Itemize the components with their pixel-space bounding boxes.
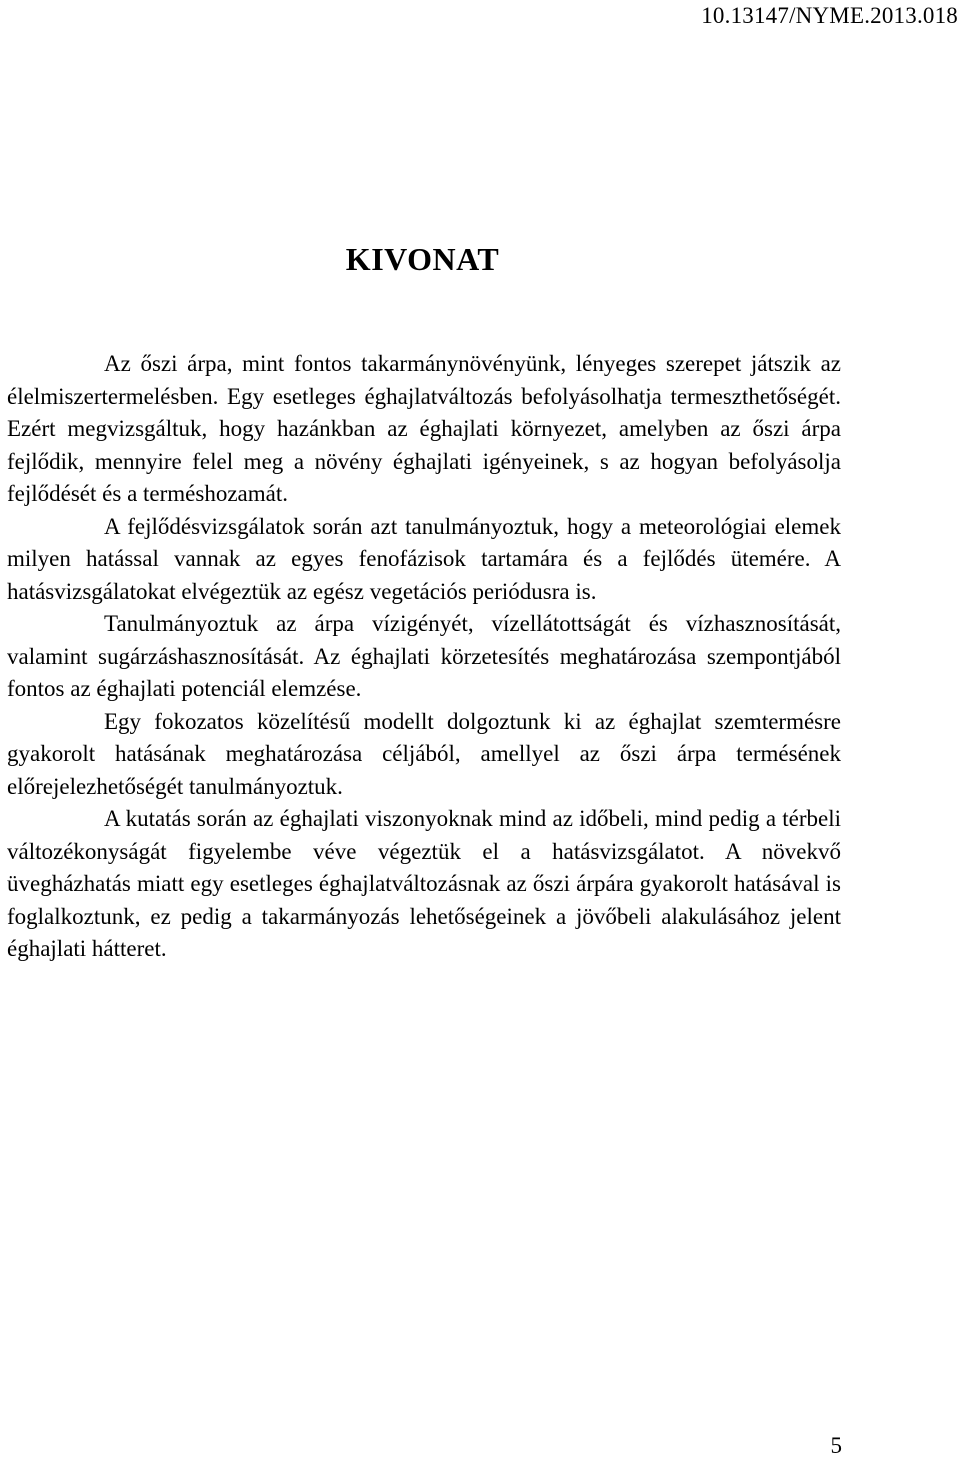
- doi-identifier: 10.13147/NYME.2013.018: [701, 3, 958, 28]
- abstract-paragraph: Az őszi árpa, mint fontos takarmánynövényünk, lényeges szerepet játszik az élelmiszertermelésben. Egy esetleges éghajlatváltozás befolyásolhatja termeszthetőségét. Ezért megvizsgáltuk, hogy hazánkban az éghajlati környezet, amelyben az őszi árpa fejlődik, mennyire felel meg a növény éghajlati igényeinek, s az hogyan befolyásolja fejlődését és a terméshozamát.: [7, 351, 841, 506]
- abstract-body: [7, 348, 841, 966]
- abstract-paragraph: A kutatás során az éghajlati viszonyoknak mind az időbeli, mind pedig a térbeli változékonyságát figyelembe véve végeztük el a hatásvizsgálatot. A növekvő üvegházhatás miatt egy esetleges éghajlatváltozásnak az őszi árpára gyakorolt hatásával is foglalkoztunk, ez pedig a takarmányozás lehetőségeinek a jövőbeli alakulásához jelent éghajlati hátteret.: [7, 806, 841, 961]
- page-number: 5: [830, 1433, 842, 1458]
- abstract-paragraph: Tanulmányoztuk az árpa vízigényét, vízellátottságát és vízhasznosítását, valamint sugárzáshasznosítását. Az éghajlati körzetesítés meghatározása szempontjából fontos az éghajlati potenciál elemzése.: [7, 611, 841, 701]
- page-title: KIVONAT: [345, 241, 500, 277]
- abstract-paragraph: Egy fokozatos közelítésű modellt dolgoztunk ki az éghajlat szemtermésre gyakorolt hatásának meghatározása céljából, amellyel az őszi árpa termésének előrejelezhetőségét tanulmányoztuk.: [7, 708, 841, 799]
- abstract-paragraph: A fejlődésvizsgálatok során azt tanulmányoztuk, hogy a meteorológiai elemek milyen hatással vannak az egyes fenofázisok tartamára és a fejlődés ütemére. A hatásvizsgálatokat elvégeztük az egész vegetációs periódusra is.: [7, 513, 841, 604]
